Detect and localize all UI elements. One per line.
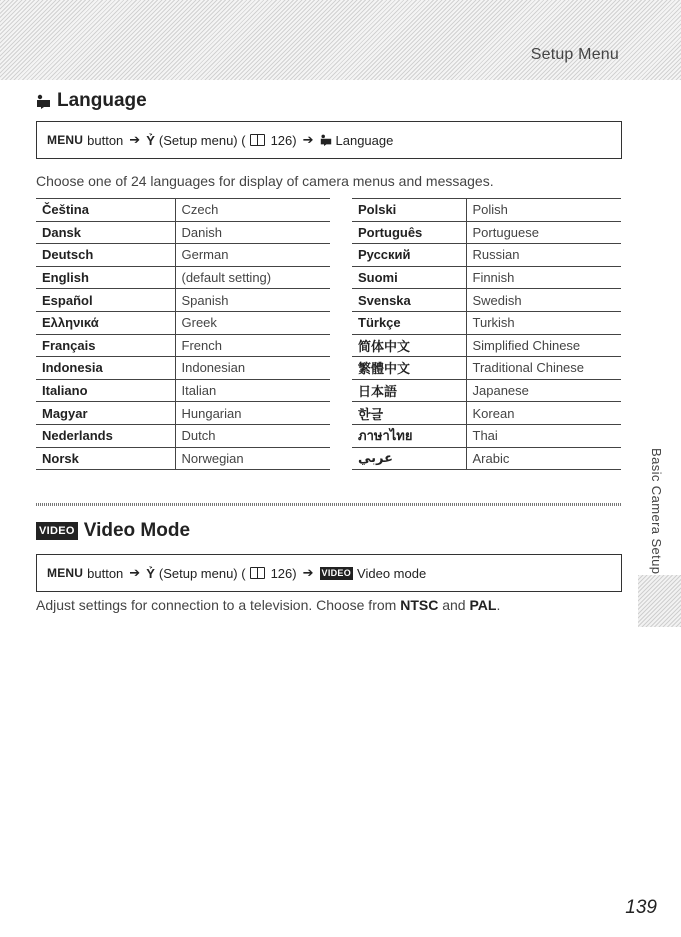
- language-name: Dansk: [36, 221, 175, 244]
- language-name: Français: [36, 334, 175, 357]
- language-row: [36, 334, 330, 357]
- language-description: Japanese: [466, 379, 621, 402]
- language-icon: [36, 94, 51, 109]
- menu-button-label: MENU: [47, 133, 84, 147]
- button-word: button: [87, 132, 124, 148]
- book-icon: [250, 134, 265, 146]
- video-mode-heading: [36, 520, 190, 542]
- body-prefix: Adjust settings for connection to a television. Choose from: [36, 597, 401, 613]
- language-description: Korean: [466, 402, 621, 425]
- language-row: [352, 221, 621, 244]
- language-row: [352, 334, 621, 357]
- language-table-right: [352, 198, 621, 470]
- page-ref: 126): [270, 565, 297, 581]
- language-description: Finnish: [466, 266, 621, 289]
- side-tab: [638, 575, 681, 627]
- language-name: عربي: [352, 447, 466, 470]
- language-name: Português: [352, 221, 466, 244]
- body-and: and: [438, 597, 470, 613]
- arrow-icon: ➔: [129, 565, 141, 580]
- side-chapter-label: Basic Camera Setup: [649, 448, 664, 575]
- language-name: Čeština: [36, 199, 175, 222]
- language-description: Swedish: [466, 289, 621, 312]
- language-row: [36, 402, 330, 425]
- language-nav-path: [36, 121, 622, 159]
- language-row: [36, 424, 330, 447]
- language-title: Language: [57, 90, 147, 111]
- language-row: [352, 199, 621, 222]
- language-row: [36, 266, 330, 289]
- target-label: Language: [335, 132, 394, 148]
- language-row: [36, 311, 330, 334]
- language-name: Suomi: [352, 266, 466, 289]
- language-description: French: [175, 334, 330, 357]
- language-description: Thai: [466, 424, 621, 447]
- setup-menu-label: (Setup menu) (: [158, 132, 246, 148]
- language-row: [36, 357, 330, 380]
- language-name: Polski: [352, 199, 466, 222]
- language-heading: [36, 90, 147, 112]
- language-description: Simplified Chinese: [466, 334, 621, 357]
- page-ref: 126): [270, 132, 297, 148]
- language-row: [352, 402, 621, 425]
- language-description: Spanish: [175, 289, 330, 312]
- header-band: [0, 0, 681, 80]
- wrench-icon: Ỷ: [146, 132, 155, 148]
- language-name: Русский: [352, 244, 466, 267]
- language-name: 繁體中文: [352, 357, 466, 380]
- arrow-icon: ➔: [302, 565, 314, 580]
- video-nav-path: [36, 554, 622, 592]
- language-name: Ελληνικά: [36, 311, 175, 334]
- button-word: button: [87, 565, 124, 581]
- header-title: Setup Menu: [530, 46, 619, 63]
- language-row: [352, 289, 621, 312]
- language-row: [352, 447, 621, 470]
- language-row: [352, 311, 621, 334]
- arrow-icon: ➔: [129, 132, 141, 147]
- language-name: English: [36, 266, 175, 289]
- wrench-icon: Ỷ: [146, 565, 155, 581]
- language-name: ภาษาไทย: [352, 424, 466, 447]
- language-row: [36, 244, 330, 267]
- language-row: [352, 379, 621, 402]
- book-icon: [250, 567, 265, 579]
- body-end: .: [496, 597, 501, 613]
- language-row: [36, 289, 330, 312]
- language-row: [352, 266, 621, 289]
- setup-menu-label: (Setup menu) (: [158, 565, 246, 581]
- language-description: Czech: [175, 199, 330, 222]
- video-mode-title: Video Mode: [83, 520, 191, 541]
- page-number: 139: [625, 897, 657, 918]
- language-name: Magyar: [36, 402, 175, 425]
- language-name: Español: [36, 289, 175, 312]
- menu-button-label: MENU: [47, 566, 84, 580]
- language-description: Hungarian: [175, 402, 330, 425]
- video-icon: VIDEO: [36, 522, 78, 540]
- language-description: Norwegian: [175, 447, 330, 470]
- video-icon: VIDEO: [321, 567, 352, 578]
- language-description: Greek: [175, 311, 330, 334]
- language-name: Svenska: [352, 289, 466, 312]
- option-ntsc: NTSC: [400, 597, 439, 613]
- language-description: Russian: [466, 244, 621, 267]
- language-name: Italiano: [36, 379, 175, 402]
- language-intro: Choose one of 24 languages for display of camera menus and messages.: [36, 173, 494, 189]
- language-name: Indonesia: [36, 357, 175, 380]
- language-description: (default setting): [175, 266, 330, 289]
- language-row: [36, 199, 330, 222]
- language-name: Türkçe: [352, 311, 466, 334]
- language-name: Deutsch: [36, 244, 175, 267]
- language-name: Nederlands: [36, 424, 175, 447]
- language-row: [352, 244, 621, 267]
- language-table-left: [36, 198, 330, 470]
- language-description: Turkish: [466, 311, 621, 334]
- arrow-icon: ➔: [302, 132, 314, 147]
- language-description: German: [175, 244, 330, 267]
- language-description: Traditional Chinese: [466, 357, 621, 380]
- language-description: Portuguese: [466, 221, 621, 244]
- language-name: 한글: [352, 402, 466, 425]
- language-row: [352, 424, 621, 447]
- video-mode-body: [36, 597, 500, 613]
- language-name: 日本語: [352, 379, 466, 402]
- language-name: Norsk: [36, 447, 175, 470]
- language-row: [36, 379, 330, 402]
- language-icon: [320, 134, 332, 146]
- language-description: Arabic: [466, 447, 621, 470]
- language-description: Indonesian: [175, 357, 330, 380]
- option-pal: PAL: [469, 597, 497, 613]
- target-label: Video mode: [357, 565, 427, 581]
- section-divider: [36, 503, 622, 506]
- language-description: Danish: [175, 221, 330, 244]
- language-name: 简体中文: [352, 334, 466, 357]
- language-description: Dutch: [175, 424, 330, 447]
- language-row: [36, 447, 330, 470]
- language-row: [352, 357, 621, 380]
- language-row: [36, 221, 330, 244]
- language-description: Polish: [466, 199, 621, 222]
- language-description: Italian: [175, 379, 330, 402]
